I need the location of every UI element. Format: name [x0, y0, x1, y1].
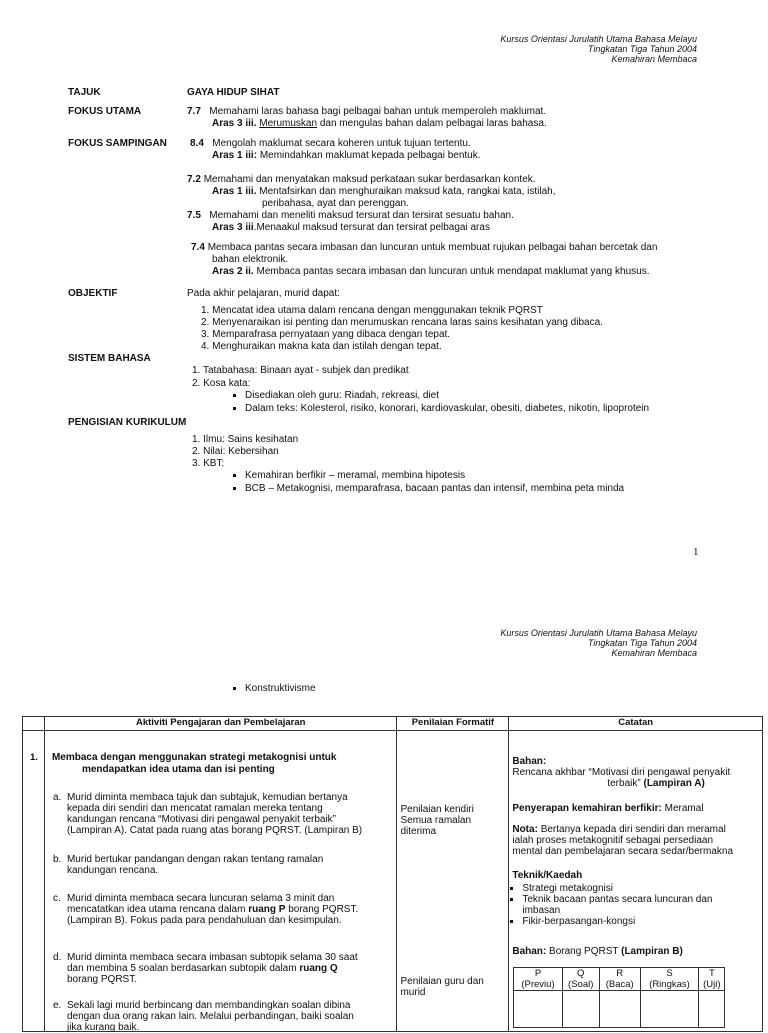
teknik-item-text: Teknik bacaan pantas secara luncuran dan	[522, 894, 713, 905]
step-c	[52, 893, 359, 926]
bahan-text: Rencana akhbar “Motivasi diri pengawal penyakit	[512, 767, 731, 778]
step-b-line: Murid bertukar pandangan dengan rakan tentang ramalan	[66, 854, 324, 865]
step-e-line: dengan dua orang rakan lain. Melalui perbandingan, baiki soalan	[66, 1011, 354, 1022]
teknik-item-text-2: imbasan	[522, 905, 561, 916]
pqrst-p	[514, 968, 562, 991]
fs-item-1-aras-text: Memindahkan maklumat kepada pelbagai bentuk.	[259, 150, 481, 161]
bahan2-label: Bahan:	[512, 946, 547, 957]
fs-item-4	[191, 242, 657, 253]
step-a-key: a.	[52, 792, 62, 803]
penilaian-line: Penilaian kendiri	[400, 804, 474, 815]
objektif-intro: Pada akhir pelajaran, murid dapat:	[187, 288, 340, 299]
step-d	[52, 952, 358, 985]
objektif-label: OBJEKTIF	[68, 288, 118, 299]
pqrst-table	[513, 967, 725, 1028]
fs-item-3	[187, 210, 514, 221]
fs-item-3-text: Memahami dan meneliti maksud tersurat dan tersirat sesuatu bahan.	[209, 210, 514, 221]
fs-item-1-num: 8.4	[190, 138, 204, 149]
penilaian-line: Semua ramalan	[400, 815, 472, 826]
penilaian-kendiri	[400, 804, 473, 837]
pqrst-header-row	[514, 968, 725, 991]
step-b	[52, 854, 324, 876]
step-d-line	[67, 963, 358, 974]
pqrst-r	[599, 968, 640, 991]
fs-item-4-aras-text: Membaca pantas secara imbasan dan luncuran untuk mendapat maklumat yang khusus.	[256, 266, 650, 277]
aktiviti-cell	[44, 731, 397, 1032]
pqrst-cell	[640, 991, 699, 1028]
fs-item-4-text: Membaca pantas secara imbasan dan luncuran untuk membuat rujukan pelbagai bahan bercetak dan	[207, 242, 658, 253]
tajuk-label: TAJUK	[68, 87, 101, 98]
step-c-line: Murid diminta membaca secara luncuran selama 3 minit dan	[66, 893, 335, 904]
doc-header	[500, 34, 697, 64]
step-d-key: d.	[52, 952, 62, 963]
pqrst-letter: Q	[577, 968, 585, 979]
bahan2-text: Borang PQRST	[549, 946, 619, 957]
fokus-utama-aras	[212, 118, 547, 129]
bahan-line-2	[512, 778, 730, 789]
kbt-list	[231, 470, 624, 494]
step-e-line: jika kurang baik.	[66, 1022, 140, 1033]
fokus-utama-aras-rest: dan mengulas bahan dalam pelbagai laras bahasa.	[319, 118, 547, 129]
objektif-item-2: 2. Menyenaraikan isi penting dan merumuskan rencana laras sains kesihatan yang dibaca.	[201, 317, 603, 328]
teknik-item: ▪ Fikir-berpasangan-kongsi	[522, 916, 712, 927]
tajuk-value: GAYA HIDUP SIHAT	[187, 87, 280, 98]
step-c-tail: borang PQRST.	[288, 904, 359, 915]
fs-item-4-aras-label: Aras 2 ii.	[212, 266, 254, 277]
penilaian-line: murid	[400, 987, 426, 998]
konstruktivisme: ▪ Konstruktivisme	[245, 683, 316, 694]
doc-header-2	[500, 628, 697, 658]
kbt-berfikir: ▪ Kemahiran berfikir – meramal, membina hipotesis	[245, 470, 624, 481]
step-e-line: Sekali lagi murid berbincang dan membandingkan soalan dibina	[66, 1000, 351, 1011]
pqrst-q	[562, 968, 599, 991]
pqrst-letter: R	[616, 968, 624, 979]
step-a-line: (Lampiran A). Catat pada ruang atas borang PQRST. (Lampiran B)	[66, 825, 363, 836]
step-b-key: b.	[52, 854, 62, 865]
fokus-utama-label: FOKUS UTAMA	[68, 106, 142, 117]
nota	[512, 824, 733, 857]
header-no	[23, 717, 45, 731]
fs-item-1-aras	[212, 150, 481, 161]
catatan-bahan	[512, 756, 730, 789]
table-header-row	[23, 717, 763, 731]
fs-item-2	[187, 174, 536, 185]
pqrst-body-row	[514, 991, 725, 1028]
row-number-cell	[23, 731, 45, 1032]
pqrst-cell	[599, 991, 640, 1028]
step-c-line: (Lampiran B). Fokus pada para pendahuluan dan kesimpulan.	[66, 915, 342, 926]
kosa-kata-teks: ▪ Dalam teks: Kolesterol, risiko, konorari, kardiovaskular, obesiti, diabetes, nikotin, lipoprotein	[245, 403, 649, 414]
header-form-2: Tingkatan Tiga Tahun 2004	[587, 638, 697, 648]
step-d-line: Murid diminta membaca secara imbasan subtopik selama 30 saat	[66, 952, 358, 963]
fs-item-1-text: Mengolah maklumat secara koheren untuk tujuan tertentu.	[212, 138, 471, 149]
teknik-item	[522, 894, 712, 916]
header-penilaian: Penilaian Formatif	[397, 717, 509, 731]
pqrst-cell	[514, 991, 562, 1028]
header-form: Tingkatan Tiga Tahun 2004	[587, 44, 697, 54]
step-a-line: kandungan rencana “Motivasi diri pengawal penyakit terbaik”	[66, 814, 337, 825]
bahan-ref: (Lampiran A)	[643, 778, 705, 789]
step-d-line: borang PQRST.	[66, 974, 138, 985]
kbt-bcb: ▪ BCB – Metakognisi, memparafrasa, bacaan pantas dan intensif, membina peta minda	[245, 483, 624, 494]
teknik-item: ▪ Strategi metakognisi	[522, 883, 712, 894]
pqrst-s	[640, 968, 699, 991]
header-skill: Kemahiran Membaca	[611, 54, 697, 64]
nota-line: ialah proses metakognitif sebagai persediaan	[512, 835, 714, 846]
nota-line: mental dan pembelajaran secara sedar/bermakna	[512, 846, 734, 857]
fokus-utama-text: Memahami laras bahasa bagi pelbagai bahan untuk memperoleh maklumat.	[209, 106, 547, 117]
pengisian-item-1: 1. Ilmu: Sains kesihatan	[192, 434, 299, 445]
fs-item-2-aras-label: Aras 1 iii.	[212, 186, 257, 197]
teknik-label: Teknik/Kaedah	[512, 870, 583, 881]
table-row	[23, 731, 763, 1032]
fs-item-2-aras	[212, 186, 556, 197]
pengisian-item-2: 2. Nilai: Kebersihan	[192, 446, 279, 457]
pqrst-letter: P	[534, 968, 542, 979]
step-b-line: kandungan rencana.	[66, 865, 159, 876]
step-c-key: c.	[52, 893, 61, 904]
header-catatan: Catatan	[509, 717, 763, 731]
header-aktiviti: Aktiviti Pengajaran dan Pembelajaran	[44, 717, 397, 731]
fs-item-3-aras	[212, 222, 490, 233]
nota-line: Bertanya kepada diri sendiri dan meramal	[540, 824, 726, 835]
pqrst-sub: (Ringkas)	[649, 979, 690, 990]
step-d-bold: ruang Q	[299, 963, 338, 974]
step-c-line	[67, 904, 358, 915]
pqrst-t	[699, 968, 725, 991]
penyerapan-text: Meramal	[664, 803, 704, 814]
fs-item-3-aras-text: .Menaakul maksud tersurat dan tersirat pelbagai aras	[253, 222, 490, 233]
kosa-kata-guru: ▪ Disediakan oleh guru: Riadah, rekreasi, diet	[245, 390, 649, 401]
pqrst-sub: (Uji)	[703, 979, 721, 990]
fs-item-4-num: 7.4	[191, 242, 205, 253]
pqrst-letter: T	[708, 968, 715, 979]
step-e-key: e.	[52, 1000, 62, 1011]
fokus-utama-line	[187, 106, 546, 117]
sistem-bahasa-item-1: 1. Tatabahasa: Binaan ayat - subjek dan predikat	[192, 365, 409, 376]
fokus-sampingan-label: FOKUS SAMPINGAN	[68, 138, 167, 149]
bahan-text-2: terbaik”	[607, 778, 641, 789]
step-c-bold: ruang P	[248, 904, 286, 915]
pqrst-sub: (Previu)	[521, 979, 555, 990]
header-course-2: Kursus Orientasi Jurulatih Utama Bahasa Melayu	[500, 628, 697, 638]
fs-item-1-aras-label: Aras 1 iii:	[212, 150, 258, 161]
objektif-item-4: 4. Menghuraikan makna kata dan istilah dengan tepat.	[201, 341, 442, 352]
fs-item-4-text2: bahan elektronik.	[212, 254, 289, 265]
page-number: 1	[693, 546, 699, 558]
penilaian-cell	[397, 731, 509, 1032]
fs-item-4-aras	[212, 266, 650, 277]
activity-table	[22, 716, 763, 1032]
bahan-2	[512, 946, 682, 957]
objektif-item-3: 3. Memparafrasa pernyataan yang dibaca dengan tepat.	[201, 329, 451, 340]
header-course: Kursus Orientasi Jurulatih Utama Bahasa Melayu	[500, 34, 697, 44]
sistem-bahasa-item-2: 2. Kosa kata:	[192, 378, 251, 389]
fs-item-1	[190, 138, 471, 149]
pengisian-item-3: 3. KBT:	[192, 458, 225, 469]
fokus-utama-aras-word: Merumuskan	[259, 118, 318, 129]
step-c-text: mencatatkan idea utama rencana dalam	[66, 904, 246, 915]
pqrst-sub: (Baca)	[605, 979, 634, 990]
pengisian-label: PENGISIAN KURIKULUM	[68, 417, 187, 428]
pqrst-sub: (Soal)	[568, 979, 594, 990]
step-d-text: dan membina 5 soalan berdasarkan subtopik dalam	[66, 963, 297, 974]
step-title-2: mendapatkan idea utama dan isi penting	[81, 764, 275, 775]
nota-label: Nota:	[512, 824, 538, 835]
bahan2-ref: (Lampiran B)	[621, 946, 683, 957]
pqrst-cell	[699, 991, 725, 1028]
fs-item-2-num: 7.2	[187, 174, 201, 185]
sistem-bahasa-label: SISTEM BAHASA	[68, 353, 151, 364]
step-a-line: Murid diminta membaca tajuk dan subtajuk, kemudian bertanya	[66, 792, 348, 803]
kosa-kata-list	[231, 390, 649, 414]
fs-item-2-aras-text: Mentafsirkan dan menghuraikan maksud kata, rangkai kata, istilah,	[259, 186, 556, 197]
step-title: Membaca dengan menggunakan strategi metakognisi untuk	[51, 752, 337, 763]
fokus-utama-num: 7.7	[187, 106, 201, 117]
step-e	[52, 1000, 354, 1033]
penyerapan-label: Penyerapan kemahiran berfikir:	[512, 803, 662, 814]
catatan-cell	[509, 731, 763, 1032]
fokus-utama-aras-label: Aras 3 iii.	[212, 118, 257, 129]
fs-item-3-num: 7.5	[187, 210, 201, 221]
konstruktivisme-list	[231, 683, 316, 694]
objektif-item-1: 1. Mencatat idea utama dalam rencana dengan menggunakan teknik PQRST	[201, 305, 543, 316]
penilaian-line: diterima	[400, 826, 437, 837]
pqrst-letter: S	[666, 968, 673, 979]
penilaian-line: Penilaian guru dan	[400, 976, 484, 987]
fs-item-2-aras-text2: peribahasa, ayat dan perenggan.	[262, 198, 409, 209]
row-number: 1.	[30, 752, 38, 763]
pqrst-cell	[562, 991, 599, 1028]
step-a-line: kepada diri sendiri dan mencatat ramalan mereka tentang	[66, 803, 323, 814]
bahan-label: Bahan:	[512, 756, 547, 767]
header-skill-2: Kemahiran Membaca	[611, 648, 697, 658]
penilaian-guru	[400, 976, 483, 998]
teknik	[512, 870, 712, 927]
step-a	[52, 792, 363, 836]
fs-item-3-aras-label: Aras 3 iii	[212, 222, 254, 233]
fs-item-2-text: Memahami dan menyatakan maksud perkataan sukar berdasarkan kontek.	[203, 174, 536, 185]
penyerapan	[512, 803, 703, 814]
